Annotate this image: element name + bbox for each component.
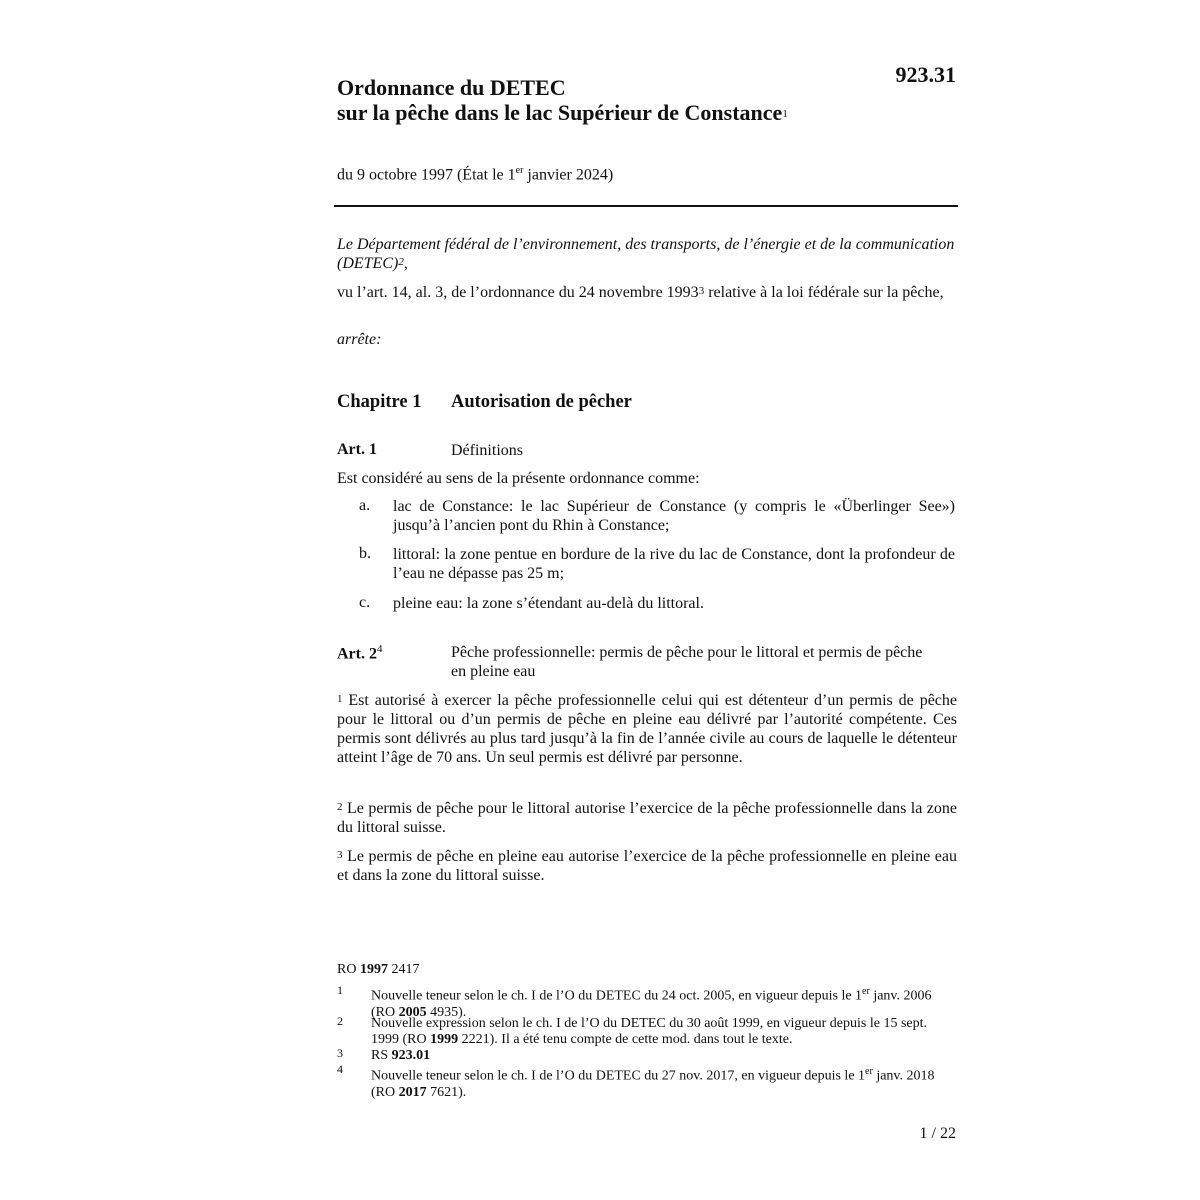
title-line-1: Ordonnance du DETEC <box>337 75 566 100</box>
fn2-bold: 1999 <box>430 1032 459 1047</box>
date-prefix: du 9 octobre 1997 (État le 1 <box>337 166 516 184</box>
ro-year: 1997 <box>359 962 388 977</box>
footnote-ref-1[interactable]: 1 <box>782 108 788 120</box>
fn4-a: Nouvelle teneur selon le ch. I de l’O du DETEC du 27 nov. 2017, en vigueur depuis le 1 <box>371 1068 866 1084</box>
fn3-bold: 923.01 <box>391 1048 431 1063</box>
article-1-intro: Est considéré au sens de la présente ordonnance comme: <box>337 470 700 487</box>
title-line-2-text: sur la pêche dans le lac Supérieur de Constance <box>337 100 783 125</box>
header-divider <box>334 205 958 207</box>
fn2-a: Nouvelle expression selon le ch. I de l’O du DETEC du 30 août 1999, en vigueur depuis le 15 sept. 1999 (RO <box>371 1016 927 1047</box>
fn1-c: 4935). <box>426 1004 467 1020</box>
chapter-label: Chapitre 1 <box>337 392 422 412</box>
page-number: 1 / 22 <box>919 1125 956 1142</box>
paragraph-text: Est autorisé à exercer la pêche professionnelle celui qui est détenteur d’un permis de pêche pour le littoral ou d’un permis de pêche en pleine eau délivré par l’autorité compétente. Ces permis sont délivrés au plus tard jusqu’à la fin de l’année civile au cours de laquelle le détenteur atteint l’âge de 70 ans. Un seul permis est délivré par personne. <box>337 692 957 766</box>
preamble-authority <box>337 235 957 273</box>
fn4-bold: 2017 <box>398 1084 427 1100</box>
paragraph-number: 1 <box>337 693 343 705</box>
date-ordinal: er <box>515 165 524 176</box>
paragraph-number: 2 <box>337 801 343 813</box>
article-2-label: Art. 2 <box>337 645 377 663</box>
definition-c: pleine eau: la zone s’étendant au-delà du littoral. <box>393 595 704 612</box>
definition-letter-a: a. <box>359 497 371 514</box>
paragraph-number: 3 <box>337 849 343 861</box>
paragraph-text: Le permis de pêche en pleine eau autorise l’exercice de la pêche professionnelle en pleine eau et dans la zone du littoral suisse. <box>337 848 957 884</box>
chapter-heading <box>337 392 632 413</box>
definition-letter-b: b. <box>359 545 371 562</box>
fn4-sup: er <box>865 1066 873 1077</box>
article-2-title: Pêche professionnelle: permis de pêche pour le littoral et permis de pêche en pleine eau <box>451 644 923 680</box>
footnote-number-1: 1 <box>337 983 343 997</box>
fn2-c: 2221). Il a été tenu compte de cette mod. dans tout le texte. <box>458 1032 793 1047</box>
article-1-number: Art. 1 <box>337 441 377 458</box>
article-2-paragraph-2 <box>337 799 957 837</box>
fn1-b: janv. 2006 (RO <box>371 988 932 1020</box>
ro-prefix: RO <box>337 962 360 977</box>
fn1-bold: 2005 <box>398 1004 427 1020</box>
footnote-ro <box>337 962 419 978</box>
fn1-a: Nouvelle teneur selon le ch. I de l’O du DETEC du 24 oct. 2005, en vigueur depuis le 1 <box>371 988 863 1004</box>
footnote-2 <box>371 1016 956 1048</box>
fn4-c: 7621). <box>426 1084 467 1100</box>
authority-text: Le Département fédéral de l’environnement, des transports, de l’énergie et de la communication (DETEC) <box>337 236 955 272</box>
footnote-number-2: 2 <box>337 1014 343 1028</box>
footnote-number-3: 3 <box>337 1046 343 1060</box>
paragraph-text: Le permis de pêche pour le littoral autorise l’exercice de la pêche professionnelle dans la zone du littoral suisse. <box>337 800 957 836</box>
footnote-number-4: 4 <box>337 1062 343 1076</box>
title-line-2 <box>337 100 897 125</box>
basis-before: vu l’art. 14, al. 3, de l’ordonnance du 24 novembre 1993 <box>337 284 699 301</box>
preamble-basis <box>337 283 957 302</box>
date-line <box>337 165 613 184</box>
footnote-ref-4[interactable]: 4 <box>376 643 383 655</box>
fn3-a: RS <box>371 1048 392 1063</box>
fn4-b: janv. 2018 (RO <box>371 1068 935 1100</box>
article-2-paragraph-3 <box>337 847 957 885</box>
sr-number: 923.31 <box>895 62 956 87</box>
article-2-number <box>337 643 382 663</box>
footnote-4 <box>371 1064 956 1101</box>
footnote-3 <box>371 1048 956 1064</box>
fn1-sup: er <box>862 986 870 997</box>
chapter-title: Autorisation de pêcher <box>451 392 632 412</box>
article-2-paragraph-1 <box>337 691 957 767</box>
basis-after: relative à la loi fédérale sur la pêche, <box>704 284 944 301</box>
authority-end: , <box>403 255 408 272</box>
definition-a: lac de Constance: le lac Supérieur de Constance (y compris le «Überlinger See») jusqu’à l’ancien pont du Rhin à Constance; <box>393 498 955 534</box>
preamble-decree: arrête: <box>337 331 382 348</box>
ro-page: 2417 <box>387 962 420 977</box>
date-suffix: janvier 2024) <box>523 166 614 184</box>
footnote-ref-3[interactable]: 3 <box>698 285 705 297</box>
article-1-title: Définitions <box>451 442 523 459</box>
document-title <box>337 75 897 125</box>
definition-letter-c: c. <box>359 594 371 611</box>
footnote-ref-2[interactable]: 2 <box>398 256 404 268</box>
definition-b: littoral: la zone pentue en bordure de la rive du lac de Constance, dont la profondeur de l’eau ne dépasse pas 25 m; <box>393 546 955 582</box>
